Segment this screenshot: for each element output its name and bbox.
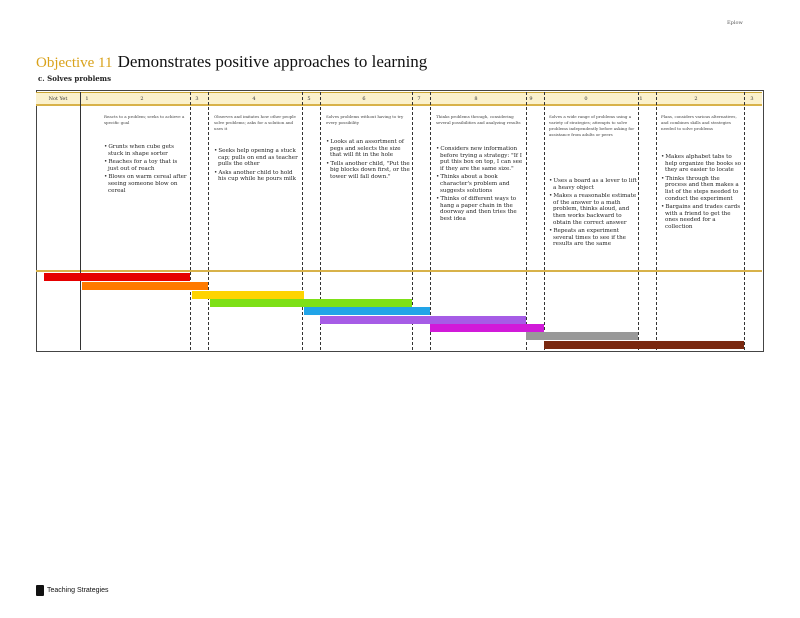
column-number: 6 xyxy=(362,96,366,102)
progression-band-blue xyxy=(304,307,430,315)
objective-title: Demonstrates positive approaches to learning xyxy=(117,52,428,71)
example-item: • Repeats an experiment several times to see if the results are the same xyxy=(549,228,637,248)
column-number: 3 xyxy=(750,96,754,102)
page-title xyxy=(36,52,427,72)
example-item: • Tells another child, "Put the big blocks down first, or the tower will fall down." xyxy=(326,161,410,181)
progression-band-magenta xyxy=(430,324,544,332)
column-number: 4 xyxy=(252,96,256,102)
column-divider xyxy=(190,92,191,350)
column-divider xyxy=(430,92,431,350)
level-examples xyxy=(214,148,300,185)
column-divider xyxy=(80,92,81,350)
level-examples xyxy=(549,178,637,250)
publisher-logo xyxy=(36,584,108,596)
example-item: • Reaches for a toy that is just out of reach xyxy=(104,159,188,172)
column-number: 2 xyxy=(694,96,698,102)
column-number: 2 xyxy=(140,96,144,102)
example-item: • Grunts when cube gets stuck in shape sorter xyxy=(104,144,188,157)
level-description: Reacts to a problem; seeks to achieve a specific goal xyxy=(104,114,185,125)
example-item: • Thinks through the process and then makes a list of the steps needed to conduct the experiment xyxy=(661,176,743,202)
example-item: • Thinks of different ways to hang a paper chain in the doorway and then tries the best idea xyxy=(436,196,524,222)
column-number: 1 xyxy=(85,96,89,102)
objective-number: Objective 11 xyxy=(36,55,113,71)
level-description: Solves a wide range of problems using a variety of strategies; attempts to solve problems independently before asking for assistance from adults or peers xyxy=(549,114,635,137)
progression-band-purple xyxy=(320,316,526,324)
column-divider xyxy=(744,92,745,350)
example-item: • Asks another child to hold his cup while he pours milk xyxy=(214,170,300,183)
progression-band-yellow xyxy=(192,291,304,299)
example-item: • Looks at an assortment of pegs and selects the size that will fit in the hole xyxy=(326,139,410,159)
level-examples xyxy=(661,154,743,233)
column-number: 8 xyxy=(474,96,478,102)
column-divider xyxy=(544,92,545,350)
dimension-subtitle: c. Solves problems xyxy=(38,74,112,83)
column-number: 5 xyxy=(307,96,311,102)
level-description: Observes and imitates how other people solve problems; asks for a solution and uses it xyxy=(214,114,296,131)
level-description: Plans, considers various alternatives, and combines skills and strategies needed to solve problems xyxy=(661,114,737,131)
header-divider xyxy=(36,104,762,106)
column-number: 9 xyxy=(529,96,533,102)
column-divider xyxy=(638,92,639,350)
example-item: • Thinks about a book character's problem and suggests solutions xyxy=(436,174,524,194)
column-divider xyxy=(208,92,209,350)
example-item: • Makes alphabet tabs to help organize the books so they are easier to locate xyxy=(661,154,743,174)
progression-band-green xyxy=(210,299,412,307)
example-item: • Makes a reasonable estimate of the answer to a math problem, thinks aloud, and then works backward to obtain the correct answer xyxy=(549,193,637,226)
progression-divider xyxy=(36,270,762,272)
level-examples xyxy=(326,139,410,183)
progression-band-orange xyxy=(82,282,208,290)
column-divider xyxy=(656,92,657,350)
column-number: 3 xyxy=(195,96,199,102)
not-yet-label: Not Yet xyxy=(48,96,68,102)
example-item: • Bargains and trades cards with a friend to get the ones needed for a collection xyxy=(661,204,743,230)
level-examples xyxy=(104,144,188,196)
column-divider xyxy=(302,92,303,350)
progression-band-brown xyxy=(544,341,744,349)
example-item: • Uses a board as a lever to lift a heavy object xyxy=(549,178,637,191)
example-item: • Considers new information before trying a strategy: "If I put this box on top, I can see if they are the same size." xyxy=(436,146,524,172)
logo-text: Teaching Strategies xyxy=(47,586,109,594)
example-item: • Seeks help opening a stuck cap; pulls on end as teacher pulls the other xyxy=(214,148,300,168)
column-number: 1 xyxy=(639,96,643,102)
column-divider xyxy=(526,92,527,350)
progression-band-gray xyxy=(526,332,638,340)
column-number: 7 xyxy=(417,96,421,102)
progression-band-red xyxy=(44,273,190,281)
example-item: • Blows on warm cereal after seeing someone blow on cereal xyxy=(104,174,188,194)
column-number: 0 xyxy=(584,96,588,102)
level-examples xyxy=(436,146,524,225)
header-corner-text: Eplow xyxy=(727,20,743,26)
logo-icon xyxy=(36,585,44,596)
level-description: Thinks problems through, considering several possibilities and analyzing results xyxy=(436,114,521,125)
level-description: Solves problems without having to try every possibility xyxy=(326,114,404,125)
